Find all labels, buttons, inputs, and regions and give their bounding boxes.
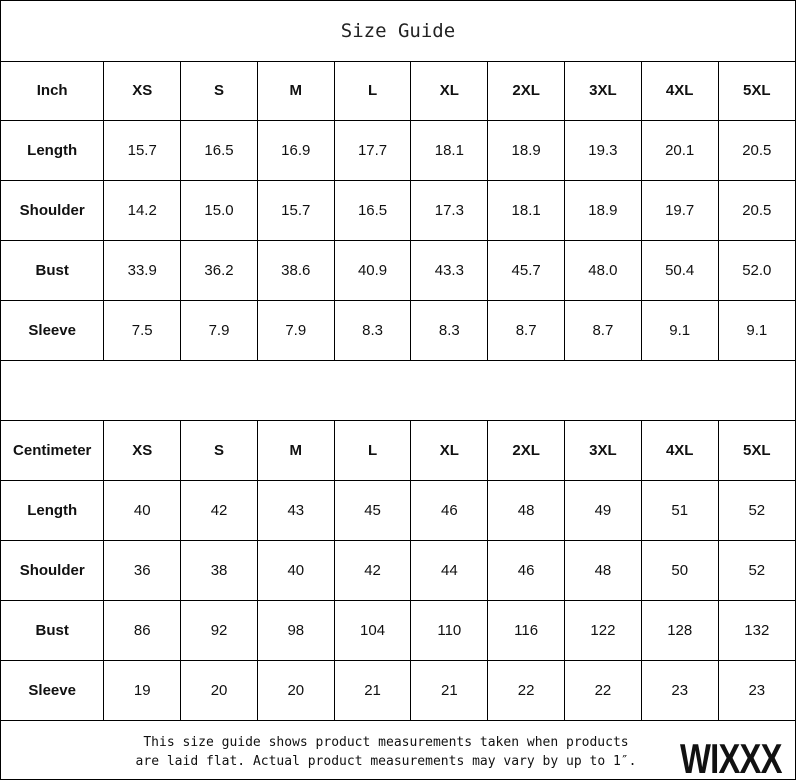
measurement-value-cell: 20 [257,661,334,721]
measurement-value-cell: 44 [411,541,488,601]
size-header-cell: L [334,421,411,481]
measurement-value-cell: 46 [411,481,488,541]
measurement-value-cell: 9.1 [718,301,795,361]
brand-logo: WIXXX [680,735,782,782]
measurement-value-cell: 8.7 [565,301,642,361]
measurement-value-cell: 122 [565,601,642,661]
measurement-value-cell: 17.3 [411,181,488,241]
table-spacer [1,361,795,421]
note-line-1: This size guide shows product measurements taken when products [143,735,629,750]
measurement-value-cell: 45.7 [488,241,565,301]
measurement-value-cell: 19.7 [641,181,718,241]
unit-header-cell: Centimeter [1,421,104,481]
measurement-value-cell: 23 [641,661,718,721]
table-row [1,301,795,361]
size-header-cell: 2XL [488,61,565,121]
centimeter-table [1,421,795,721]
header-row [1,61,795,121]
page-title: Size Guide [1,1,795,62]
measurement-value-cell: 132 [718,601,795,661]
table-row [1,181,795,241]
measurement-value-cell: 104 [334,601,411,661]
measurement-value-cell: 8.7 [488,301,565,361]
size-header-cell: 5XL [718,421,795,481]
measurement-value-cell: 18.1 [411,121,488,181]
measurement-value-cell: 22 [565,661,642,721]
size-header-cell: XS [104,61,181,121]
measurement-value-cell: 36.2 [181,241,258,301]
measurement-label-cell: Bust [1,601,104,661]
unit-header-cell: Inch [1,61,104,121]
measurement-value-cell: 8.3 [334,301,411,361]
measurement-value-cell: 21 [411,661,488,721]
measurement-value-cell: 48 [488,481,565,541]
measurement-value-cell: 43 [257,481,334,541]
measurement-value-cell: 86 [104,601,181,661]
measurement-value-cell: 21 [334,661,411,721]
size-header-cell: L [334,61,411,121]
measurement-value-cell: 15.7 [257,181,334,241]
measurement-value-cell: 33.9 [104,241,181,301]
measurement-value-cell: 22 [488,661,565,721]
size-header-cell: XS [104,421,181,481]
measurement-value-cell: 16.5 [181,121,258,181]
inch-table [1,61,795,361]
table-row [1,661,795,721]
measurement-label-cell: Sleeve [1,661,104,721]
size-header-cell: 2XL [488,421,565,481]
measurement-value-cell: 7.9 [181,301,258,361]
measurement-value-cell: 16.5 [334,181,411,241]
measurement-value-cell: 98 [257,601,334,661]
measurement-value-cell: 51 [641,481,718,541]
measurement-value-cell: 16.9 [257,121,334,181]
size-header-cell: S [181,61,258,121]
measurement-value-cell: 7.5 [104,301,181,361]
measurement-value-cell: 15.0 [181,181,258,241]
measurement-value-cell: 20.5 [718,181,795,241]
measurement-label-cell: Shoulder [1,181,104,241]
measurement-value-cell: 7.9 [257,301,334,361]
measurement-value-cell: 40.9 [334,241,411,301]
measurement-value-cell: 50.4 [641,241,718,301]
measurement-value-cell: 14.2 [104,181,181,241]
table-row [1,481,795,541]
measurement-label-cell: Shoulder [1,541,104,601]
measurement-value-cell: 36 [104,541,181,601]
size-header-cell: M [257,61,334,121]
size-header-cell: XL [411,421,488,481]
measurement-value-cell: 110 [411,601,488,661]
measurement-label-cell: Bust [1,241,104,301]
size-header-cell: M [257,421,334,481]
measurement-value-cell: 20.1 [641,121,718,181]
measurement-value-cell: 52 [718,481,795,541]
table-row [1,241,795,301]
measurement-value-cell: 92 [181,601,258,661]
measurement-value-cell: 128 [641,601,718,661]
size-header-cell: XL [411,61,488,121]
measurement-value-cell: 38.6 [257,241,334,301]
size-header-cell: 5XL [718,61,795,121]
measurement-label-cell: Sleeve [1,301,104,361]
measurement-value-cell: 49 [565,481,642,541]
measurement-value-cell: 43.3 [411,241,488,301]
size-header-cell: 4XL [641,61,718,121]
measurement-value-cell: 52.0 [718,241,795,301]
measurement-value-cell: 19 [104,661,181,721]
measurement-value-cell: 38 [181,541,258,601]
measurement-value-cell: 9.1 [641,301,718,361]
size-header-cell: 3XL [565,61,642,121]
size-header-cell: 4XL [641,421,718,481]
note-line-2: are laid flat. Actual product measurements may vary by up to 1″. [135,754,637,769]
measurement-value-cell: 8.3 [411,301,488,361]
size-header-cell: 3XL [565,421,642,481]
measurement-value-cell: 42 [334,541,411,601]
header-row [1,421,795,481]
measurement-value-cell: 18.1 [488,181,565,241]
measurement-label-cell: Length [1,121,104,181]
measurement-value-cell: 50 [641,541,718,601]
measurement-value-cell: 52 [718,541,795,601]
measurement-value-cell: 48 [565,541,642,601]
measurement-value-cell: 18.9 [565,181,642,241]
measurement-value-cell: 45 [334,481,411,541]
measurement-value-cell: 42 [181,481,258,541]
measurement-value-cell: 116 [488,601,565,661]
size-header-cell: S [181,421,258,481]
measurement-value-cell: 40 [257,541,334,601]
measurement-value-cell: 23 [718,661,795,721]
measurement-value-cell: 40 [104,481,181,541]
table-row [1,541,795,601]
measurement-label-cell: Length [1,481,104,541]
measurement-value-cell: 46 [488,541,565,601]
measurement-value-cell: 20.5 [718,121,795,181]
measurement-note [121,733,651,771]
measurement-value-cell: 20 [181,661,258,721]
table-row [1,121,795,181]
measurement-value-cell: 17.7 [334,121,411,181]
measurement-value-cell: 48.0 [565,241,642,301]
table-row [1,601,795,661]
measurement-value-cell: 19.3 [565,121,642,181]
measurement-value-cell: 18.9 [488,121,565,181]
measurement-value-cell: 15.7 [104,121,181,181]
